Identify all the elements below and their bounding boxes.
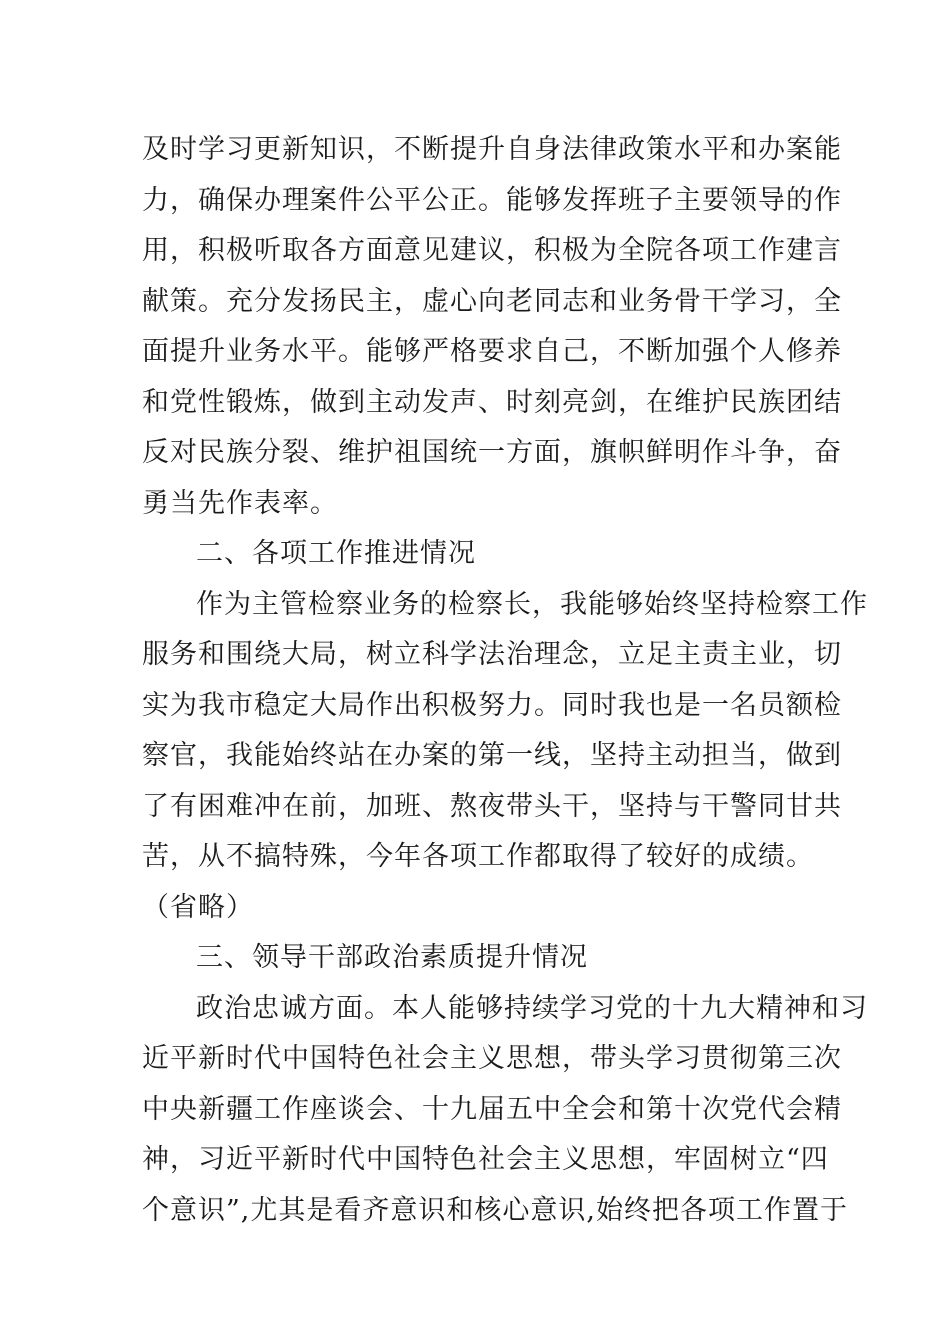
paragraph-line: 用，积极听取各方面意见建议，积极为全院各项工作建言	[142, 235, 842, 266]
paragraph-line: 面提升业务水平。能够严格要求自己，不断加强个人修养	[142, 336, 842, 367]
document-body	[142, 125, 868, 1236]
paragraph-line: 实为我市稳定大局作出积极努力。同时我也是一名员额检	[142, 689, 842, 721]
paragraph-line: 献策。充分发扬民主，虚心向老同志和业务骨干学习，全	[142, 285, 842, 317]
paragraph-line: 反对民族分裂、维护祖国统一方面，旗帜鲜明作斗争，奋	[142, 437, 842, 468]
paragraph-line: 个意识”,尤其是看齐意识和核心意识,始终把各项工作置于	[142, 1194, 848, 1226]
paragraph-line: （省略）	[142, 891, 254, 923]
section-heading: 二、各项工作推进情况	[196, 538, 476, 569]
paragraph-line: 及时学习更新知识，不断提升自身法律政策水平和办案能	[142, 134, 842, 165]
paragraph-line: 了有困难冲在前，加班、熬夜带头干，坚持与干警同甘共	[142, 790, 842, 822]
paragraph-line: 政治忠诚方面。本人能够持续学习党的十九大精神和习	[196, 992, 868, 1024]
paragraph-line: 中央新疆工作座谈会、十九届五中全会和第十次党代会精	[142, 1093, 842, 1125]
paragraph-line: 近平新时代中国特色社会主义思想，带头学习贯彻第三次	[142, 1043, 842, 1074]
paragraph-line: 服务和围绕大局，树立科学法治理念，立足主责主业，切	[142, 639, 842, 670]
section-heading: 三、领导干部政治素质提升情况	[196, 942, 588, 973]
paragraph-line: 察官，我能始终站在办案的第一线，坚持主动担当，做到	[142, 740, 842, 771]
paragraph-line: 力，确保办理案件公平公正。能够发挥班子主要领导的作	[142, 184, 842, 216]
paragraph-line: 神，习近平新时代中国特色社会主义思想，牢固树立“四	[142, 1144, 829, 1175]
paragraph-line: 作为主管检察业务的检察长，我能够始终坚持检察工作	[196, 588, 868, 620]
paragraph-line: 苦，从不搞特殊，今年各项工作都取得了较好的成绩。	[142, 841, 814, 872]
paragraph-line: 勇当先作表率。	[142, 487, 338, 519]
paragraph-line: 和党性锻炼，做到主动发声、时刻亮剑，在维护民族团结	[142, 386, 842, 418]
